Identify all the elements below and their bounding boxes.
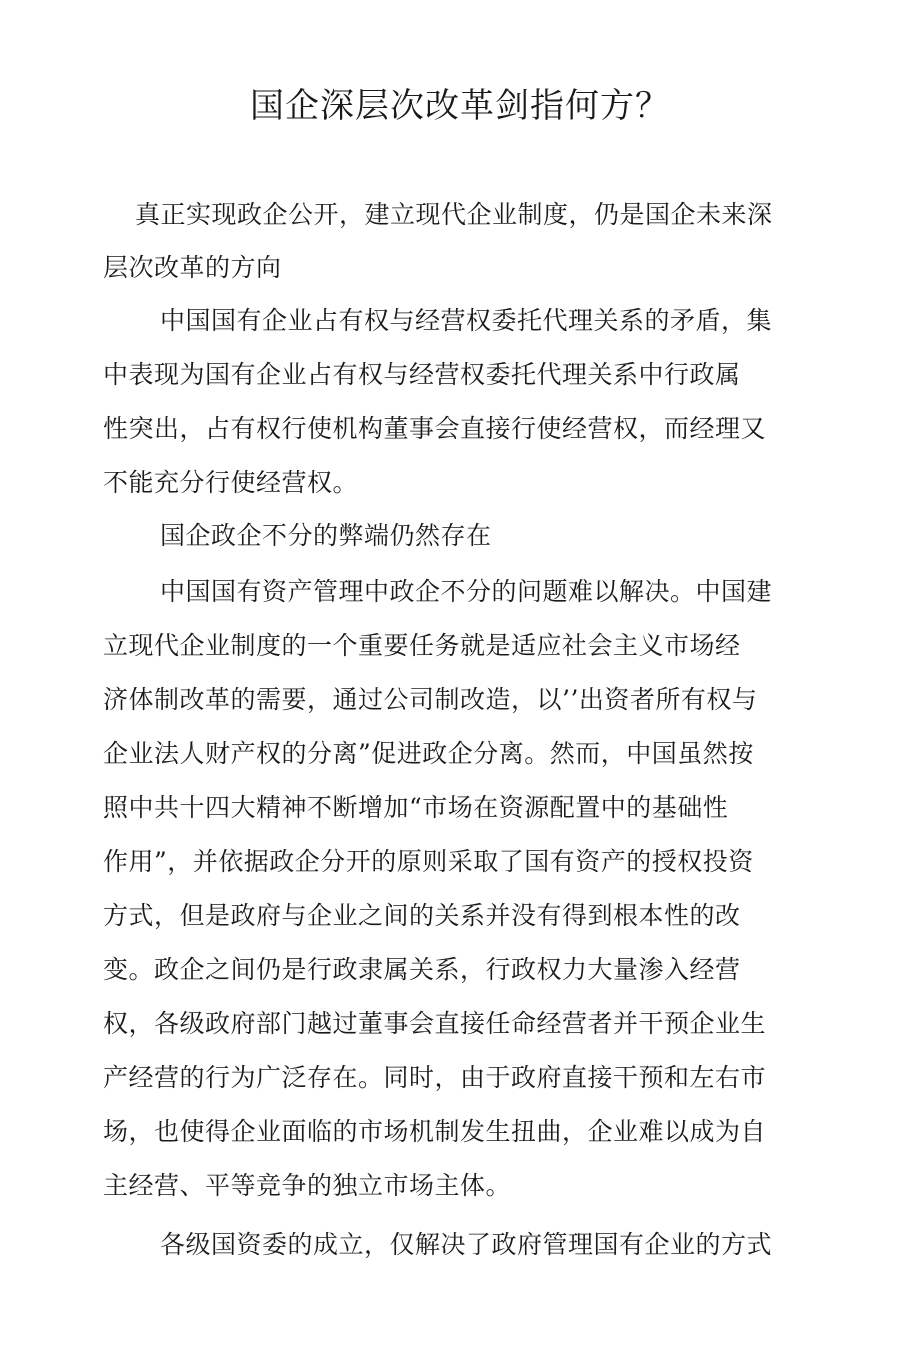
body-line: 企业法人财产权的分离”促进政企分离。然而，中国虽然按	[103, 739, 754, 768]
body-line: 中表现为国有企业占有权与经营权委托代理关系中行政属	[103, 360, 741, 389]
body-line: 层次改革的方向	[103, 253, 282, 282]
body-line: 变。政企之间仍是行政隶属关系，行政权力大量渗入经营	[103, 955, 741, 984]
body-line: 性突出，占有权行使机构董事会直接行使经营权，而经理又	[103, 414, 767, 443]
section-heading: 国企政企不分的弊端仍然存在	[160, 521, 492, 550]
body-line: 中国国有资产管理中政企不分的问题难以解决。中国建	[160, 577, 773, 606]
body-line: 济体制改革的需要，通过公司制改造，以’’出资者所有权与	[103, 685, 758, 714]
body-line: 方式，但是政府与企业之间的关系并没有得到根本性的改	[103, 901, 741, 930]
body-line: 主经营、平等竞争的独立市场主体。	[103, 1171, 512, 1200]
body-line: 作用”，并依据政企分开的原则采取了国有资产的授权投资	[103, 847, 754, 876]
body-line: 各级国资委的成立，仅解决了政府管理国有企业的方式	[160, 1230, 773, 1259]
body-line: 中国国有企业占有权与经营权委托代理关系的矛盾，集	[160, 306, 773, 335]
body-line: 照中共十四大精神不断增加“市场在资源配置中的基础性	[103, 793, 729, 822]
body-line: 权，各级政府部门越过董事会直接任命经营者并干预企业生	[103, 1009, 767, 1038]
body-line: 产经营的行为广泛存在。同时，由于政府直接干预和左右市	[103, 1063, 767, 1092]
body-line: 立现代企业制度的一个重要任务就是适应社会主义市场经	[103, 631, 741, 660]
body-line: 场，也使得企业面临的市场机制发生扭曲，企业难以成为自	[103, 1117, 767, 1146]
body-line: 不能充分行使经营权。	[103, 468, 359, 497]
body-line: 真正实现政企公开，建立现代企业制度，仍是国企未来深	[135, 200, 773, 229]
document-title: 国企深层次改革剑指何方？	[250, 86, 670, 126]
